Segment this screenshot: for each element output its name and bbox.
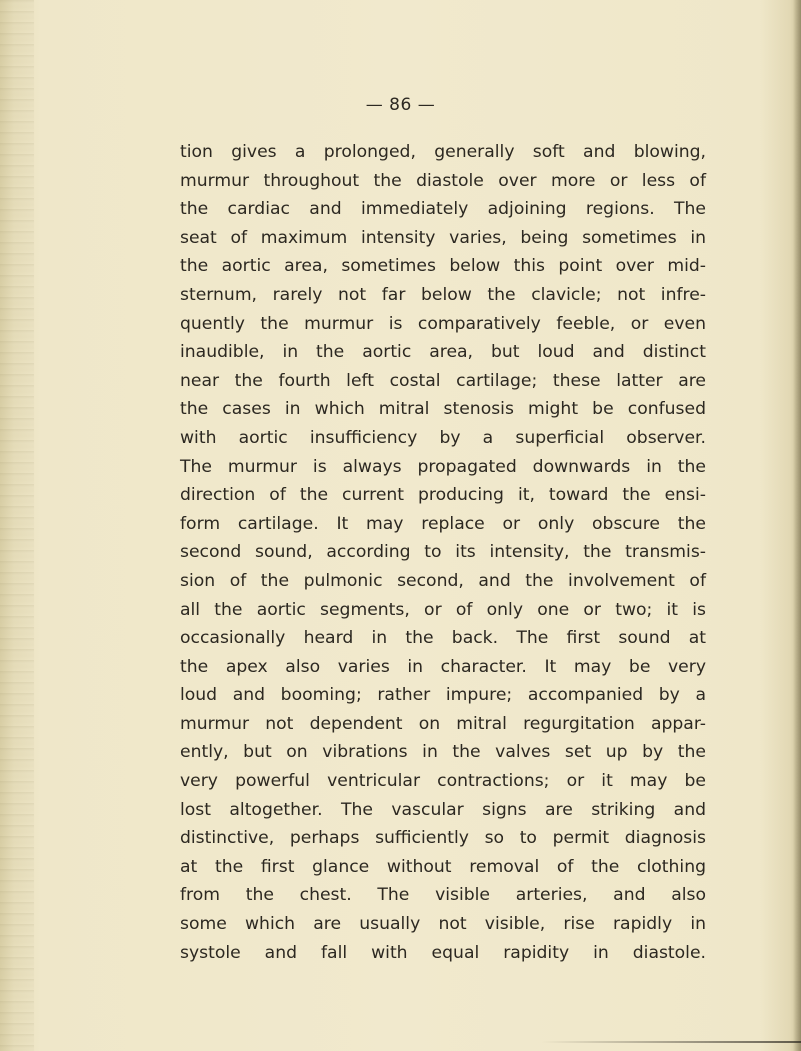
page-number: — 86 — <box>365 95 436 115</box>
text-line: form cartilage. It may replace or only obscure the <box>180 513 706 534</box>
text-line: inaudible, in the aortic area, but loud and distinct <box>180 342 706 363</box>
text-line: at the first glance without removal of the clothing <box>180 856 706 877</box>
text-line: the cardiac and immediately adjoining regions. The <box>180 199 706 220</box>
text-line: the aortic area, sometimes below this point over mid- <box>180 256 706 277</box>
text-line: murmur throughout the diastole over more or less of <box>180 170 706 191</box>
text-line: from the chest. The visible arteries, and also <box>180 885 706 906</box>
text-line: The murmur is always propagated downwards in the <box>180 456 706 477</box>
page-bottom-edge <box>541 1041 801 1043</box>
text-line: seat of maximum intensity varies, being sometimes in <box>180 227 706 248</box>
text-line: the apex also varies in character. It may be very <box>180 656 706 677</box>
text-line: near the fourth left costal cartilage; these latter are <box>180 370 706 391</box>
text-line: all the aortic segments, or of only one or two; it is <box>180 599 706 620</box>
text-line: tion gives a prolonged, generally soft and blowing, <box>180 142 706 162</box>
text-line: with aortic insufficiency by a superficial observer. <box>180 427 706 448</box>
body-paragraph <box>180 138 706 967</box>
text-line: ently, but on vibrations in the valves set up by the <box>180 742 706 763</box>
text-line: the cases in which mitral stenosis might be confused <box>180 399 706 420</box>
text-line: very powerful ventricular contractions; or it may be <box>180 771 706 792</box>
text-line: murmur not dependent on mitral regurgitation appar- <box>180 713 706 734</box>
page-right-edge-shadow <box>793 0 801 1051</box>
text-line: systole and fall with equal rapidity in diastole. <box>180 942 706 963</box>
text-line: second sound, according to its intensity, the transmis- <box>180 542 706 563</box>
text-line: lost altogether. The vascular signs are striking and <box>180 799 706 820</box>
text-line: some which are usually not visible, rise rapidly in <box>180 914 706 935</box>
text-line: loud and booming; rather impure; accompanied by a <box>180 685 706 706</box>
text-line: quently the murmur is comparatively feeble, or even <box>180 313 706 334</box>
text-line: sternum, rarely not far below the clavicle; not infre- <box>180 284 706 305</box>
text-line: occasionally heard in the back. The first sound at <box>180 628 706 649</box>
text-line: distinctive, perhaps sufficiently so to permit diagnosis <box>180 828 706 849</box>
page-left-edge-texture <box>0 0 34 1051</box>
text-line: sion of the pulmonic second, and the involvement of <box>180 570 706 591</box>
text-line: direction of the current producing it, toward the ensi- <box>180 485 706 506</box>
